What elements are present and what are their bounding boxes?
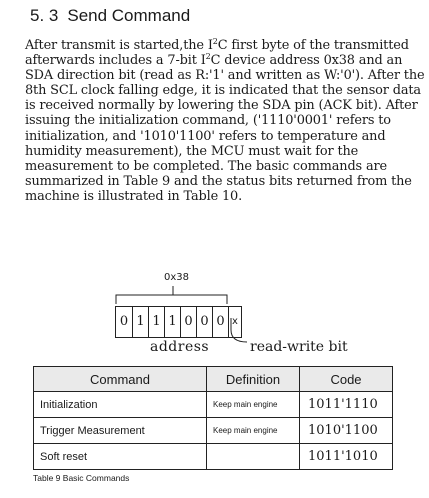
definition-cell: Keep main engine: [207, 418, 300, 444]
address-label: address: [150, 339, 210, 355]
header-command: Command: [34, 367, 207, 392]
header-code: Code: [300, 367, 393, 392]
command-cell: Trigger Measurement: [34, 418, 207, 444]
address-bit: 0: [119, 314, 129, 329]
basic-commands-table: [33, 366, 393, 470]
table-header-row: [34, 367, 393, 392]
address-bit: 1: [132, 307, 148, 337]
code-cell: 1010'1100: [300, 418, 393, 444]
address-byte-box: [115, 306, 242, 338]
address-bit: 0: [180, 307, 196, 337]
section-number: 5. 3: [30, 6, 59, 25]
table-caption: Table 9 Basic Commands: [33, 473, 130, 483]
address-bit: 0: [212, 307, 228, 337]
code-cell: 1011'1010: [300, 444, 393, 470]
address-bit: 0: [196, 307, 212, 337]
superscript-2-second: 2: [205, 52, 211, 62]
read-write-label: read-write bit: [250, 339, 348, 355]
address-bit: 1: [148, 307, 164, 337]
address-brace: [115, 285, 231, 305]
command-cell: Soft reset: [34, 444, 207, 470]
address-bit: 1: [164, 307, 180, 337]
definition-cell: [207, 444, 300, 470]
table-row: [34, 444, 393, 470]
section-heading: [30, 6, 190, 26]
table-row: [34, 418, 393, 444]
definition-cell: Keep main engine: [207, 392, 300, 418]
code-cell: 1011'1110: [300, 392, 393, 418]
section-title: Send Command: [67, 6, 191, 25]
command-cell: Initialization: [34, 392, 207, 418]
paragraph-part-1: After transmit is started,the I: [25, 38, 213, 53]
read-write-bit: x: [228, 307, 241, 337]
paragraph-part-2: C first byte of the transmitted afterwards includes a 7-bit I: [25, 38, 409, 69]
superscript-2: 2: [212, 37, 218, 46]
paragraph-part-3: C device address 0x38 and an SDA direction bit (read as R:'1' and written as W:'0'). After the 8th SCL clock falling edge, it is indicated that the sensor data is received normally by lowering the SDA pin (ACK bit). After issuing the initialization command, ('1110'0001' refers to initialization, and '1010'1100' refers to temperature and humidity measurement), the MCU must wait for the measurement to be completed. The basic commands are summarized in Table 9 and the status bits returned from the machine is illustrated in Table 10.: [25, 53, 425, 204]
body-paragraph: [25, 38, 425, 204]
header-definition: Definition: [207, 367, 300, 392]
table-row: [34, 392, 393, 418]
address-hex-label: 0x38: [164, 272, 190, 283]
